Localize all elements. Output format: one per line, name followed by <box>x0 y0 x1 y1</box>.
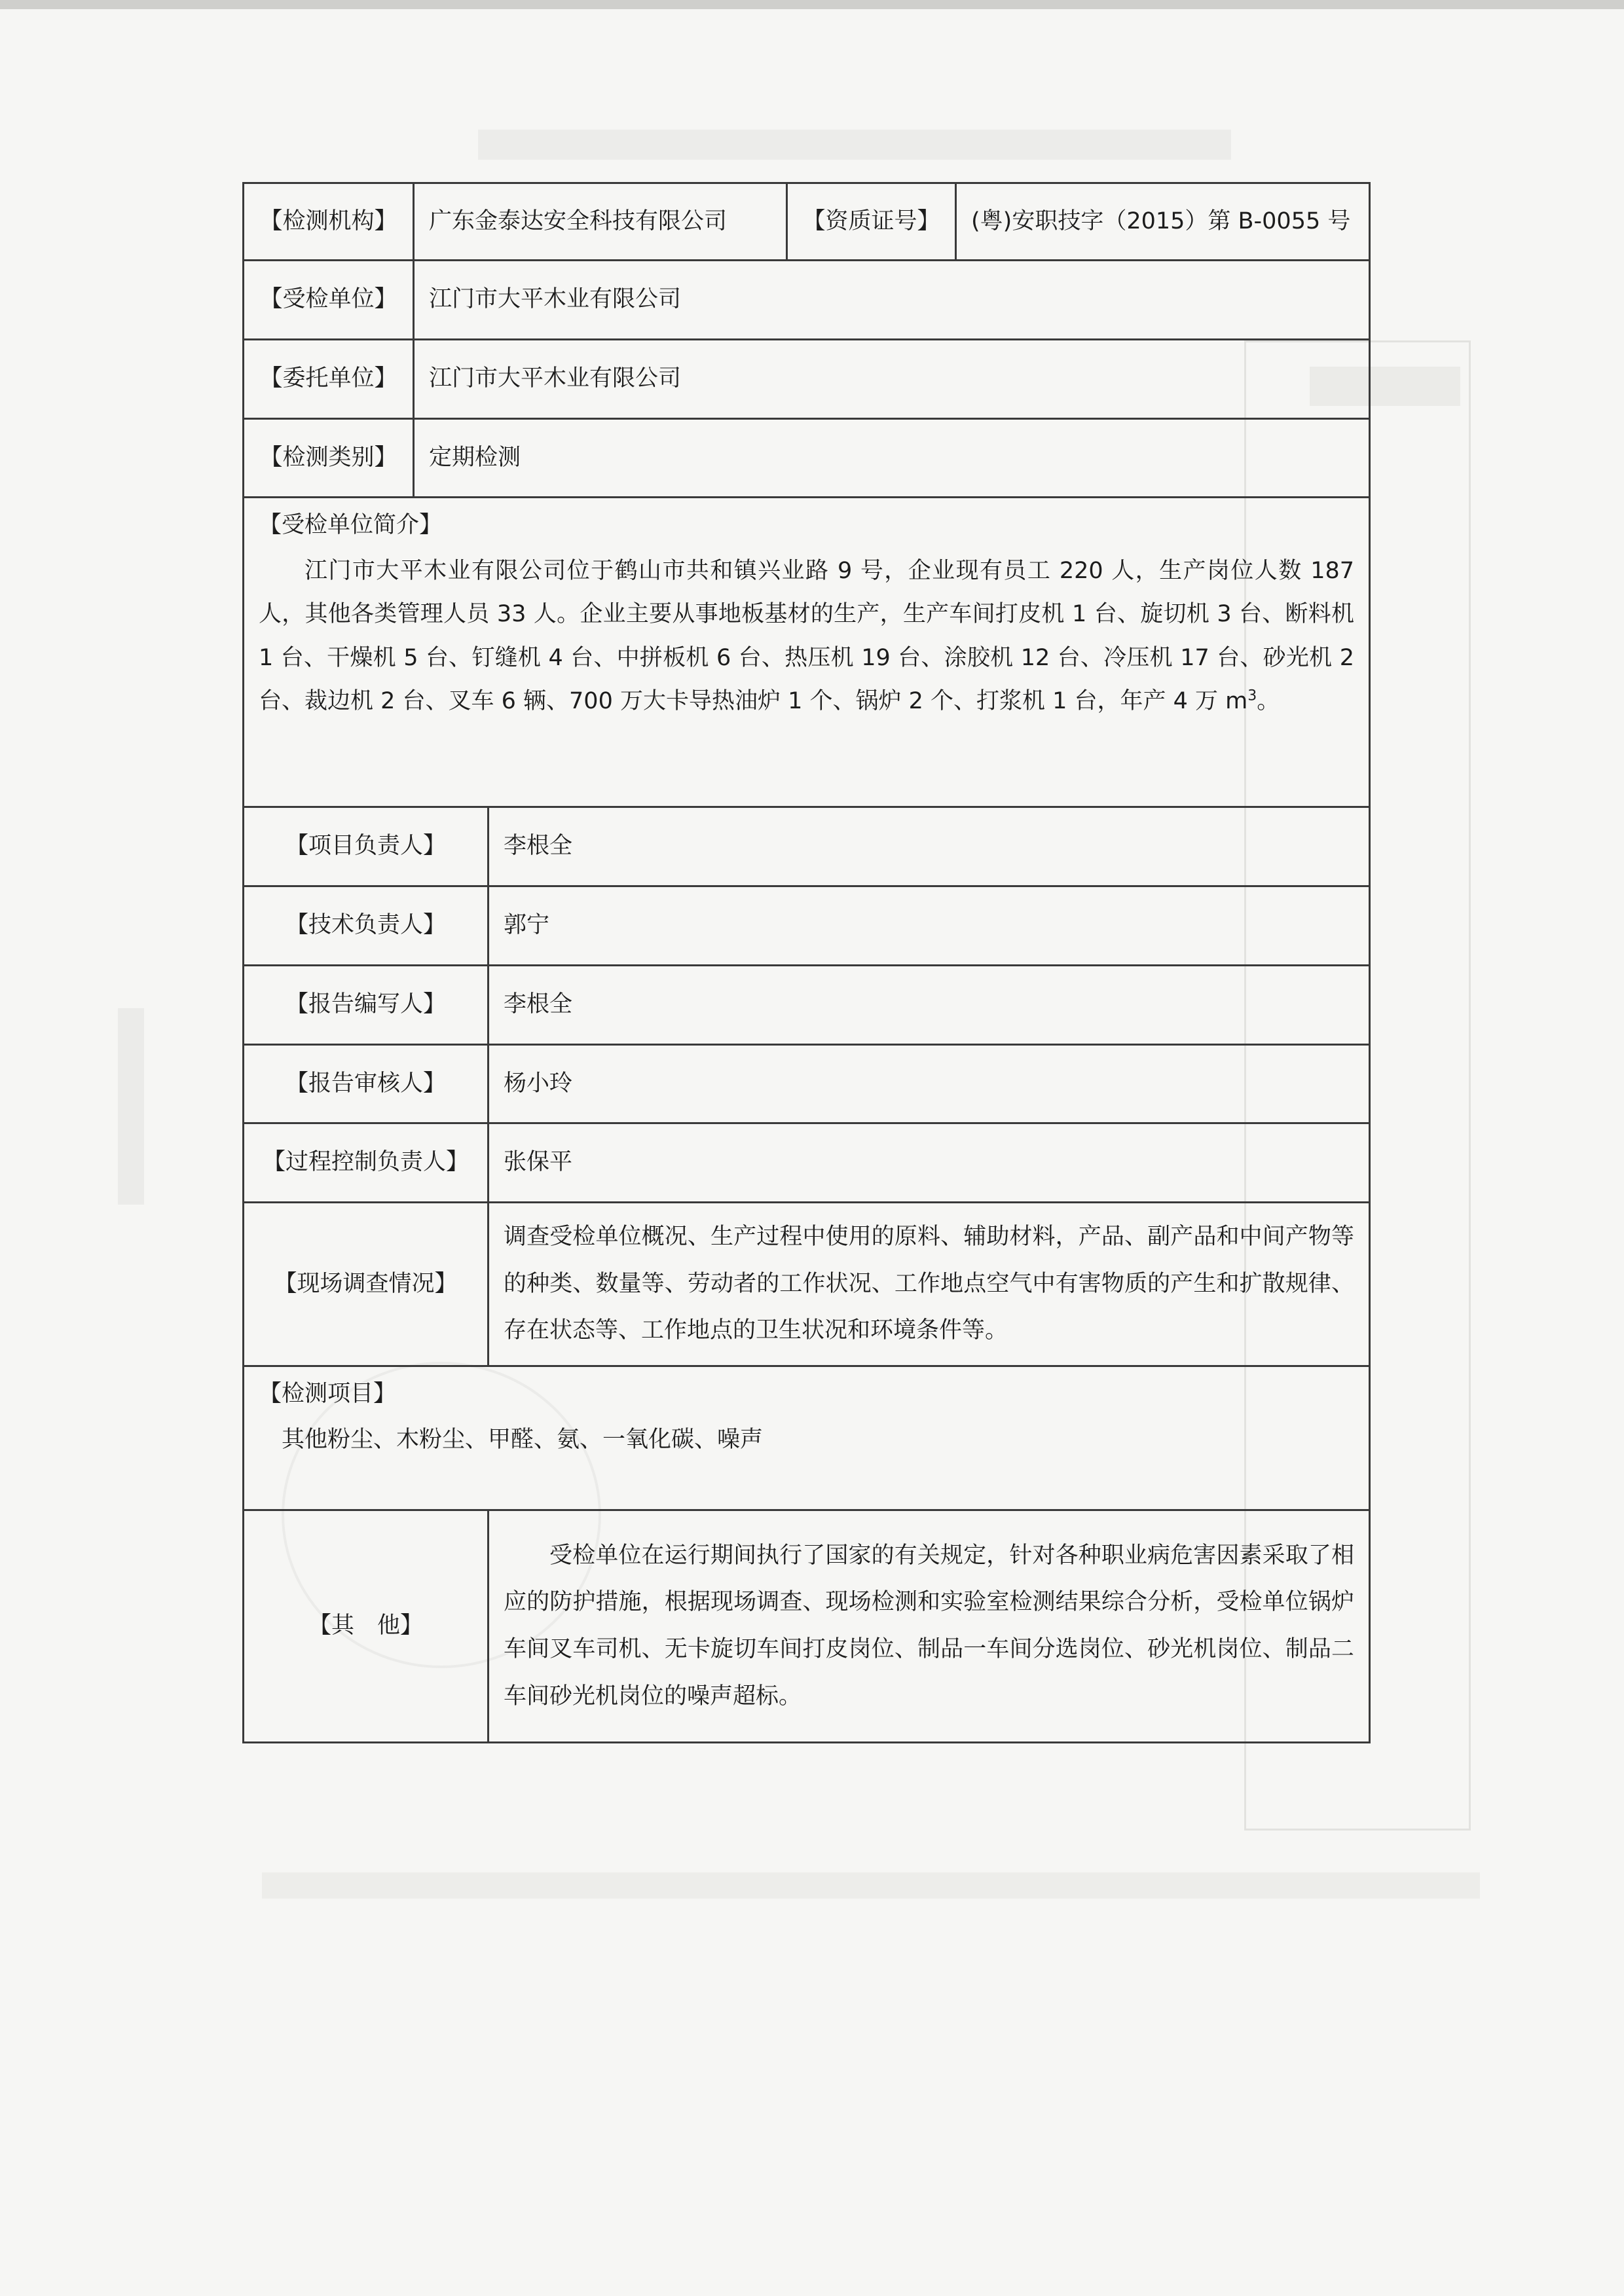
report-reviewer-value: 杨小玲 <box>489 1045 1370 1123</box>
unit-superscript: 3 <box>1247 687 1257 704</box>
survey-text: 调查受检单位概况、生产过程中使用的原料、辅助材料，产品、副产品和中间产物等的种类、数量等、劳动者的工作状况、工作地点空气中有害物质的产生和扩散规律、存在状态等、工作地点的卫生状况和环境条件等。 <box>489 1203 1370 1366</box>
category-value: 定期检测 <box>414 419 1370 498</box>
client-value: 江门市大平木业有限公司 <box>414 340 1370 419</box>
row-survey <box>244 1203 1370 1366</box>
row-institution <box>244 183 1370 261</box>
client-label: 【委托单位】 <box>244 340 414 419</box>
row-category <box>244 419 1370 498</box>
bleed-through-footer <box>262 1872 1480 1899</box>
institution-value: 广东金泰达安全科技有限公司 <box>414 183 787 261</box>
process-control-label: 【过程控制负责人】 <box>244 1123 489 1203</box>
other-label: 【其 他】 <box>244 1510 489 1743</box>
project-lead-label: 【项目负责人】 <box>244 807 489 886</box>
test-items-text: 其他粉尘、木粉尘、甲醛、氨、一氧化碳、噪声 <box>282 1426 764 1453</box>
test-items-cell <box>244 1366 1370 1510</box>
report-summary-table <box>242 182 1371 1743</box>
report-writer-value: 李根全 <box>489 966 1370 1045</box>
profile-cell <box>244 498 1370 807</box>
bleed-through-title <box>478 130 1231 160</box>
survey-label: 【现场调查情况】 <box>244 1203 489 1366</box>
inspected-value: 江门市大平木业有限公司 <box>414 261 1370 340</box>
row-profile <box>244 498 1370 807</box>
margin-mark <box>118 1008 144 1205</box>
process-control-value: 张保平 <box>489 1123 1370 1203</box>
institution-label: 【检测机构】 <box>244 183 414 261</box>
cert-label: 【资质证号】 <box>787 183 956 261</box>
report-writer-label: 【报告编写人】 <box>244 966 489 1045</box>
report-reviewer-label: 【报告审核人】 <box>244 1045 489 1123</box>
row-client-unit <box>244 340 1370 419</box>
profile-text <box>259 549 1354 723</box>
staff-row <box>244 886 1370 966</box>
row-other <box>244 1510 1370 1743</box>
staff-row <box>244 1045 1370 1123</box>
category-label: 【检测类别】 <box>244 419 414 498</box>
other-paragraph: 受检单位在运行期间执行了国家的有关规定，针对各种职业病危害因素采取了相应的防护措施，根据现场调查、现场检测和实验室检测结果综合分析，受检单位锅炉车间叉车司机、无卡旋切车间打皮岗位、制品一车间分选岗位、砂光机岗位、制品二车间砂光机岗位的噪声超标。 <box>504 1542 1355 1709</box>
row-test-items <box>244 1366 1370 1510</box>
cert-value: (粤)安职技字（2015）第 B-0055 号 <box>956 183 1370 261</box>
inspected-label: 【受检单位】 <box>244 261 414 340</box>
row-inspected-unit <box>244 261 1370 340</box>
other-text <box>489 1510 1370 1743</box>
staff-row <box>244 1123 1370 1203</box>
project-lead-value: 李根全 <box>489 807 1370 886</box>
test-items-label: 【检测项目】 <box>259 1381 397 1407</box>
tech-lead-label: 【技术负责人】 <box>244 886 489 966</box>
scan-edge-strip <box>0 0 1624 9</box>
staff-row <box>244 966 1370 1045</box>
staff-row <box>244 807 1370 886</box>
profile-label: 【受检单位简介】 <box>259 512 443 538</box>
profile-end: 。 <box>1257 688 1280 714</box>
tech-lead-value: 郭宁 <box>489 886 1370 966</box>
profile-body: 江门市大平木业有限公司位于鹤山市共和镇兴业路 9 号，企业现有员工 220 人，生产岗位人数 187 人，其他各类管理人员 33 人。企业主要从事地板基材的生产，生产车间打皮机 1 台、旋切机 3 台、断料机 1 台、干燥机 5 台、钉缝机 4 台、中拼板机 6 台、热压机 19 台、涂胶机 12 台、冷压机 17 台、砂光机 2 台、裁边机 2 台、叉车 6 辆、700 万大卡导热油炉 1 个、锅炉 2 个、打浆机 1 台，年产 4 万 m <box>259 557 1355 714</box>
